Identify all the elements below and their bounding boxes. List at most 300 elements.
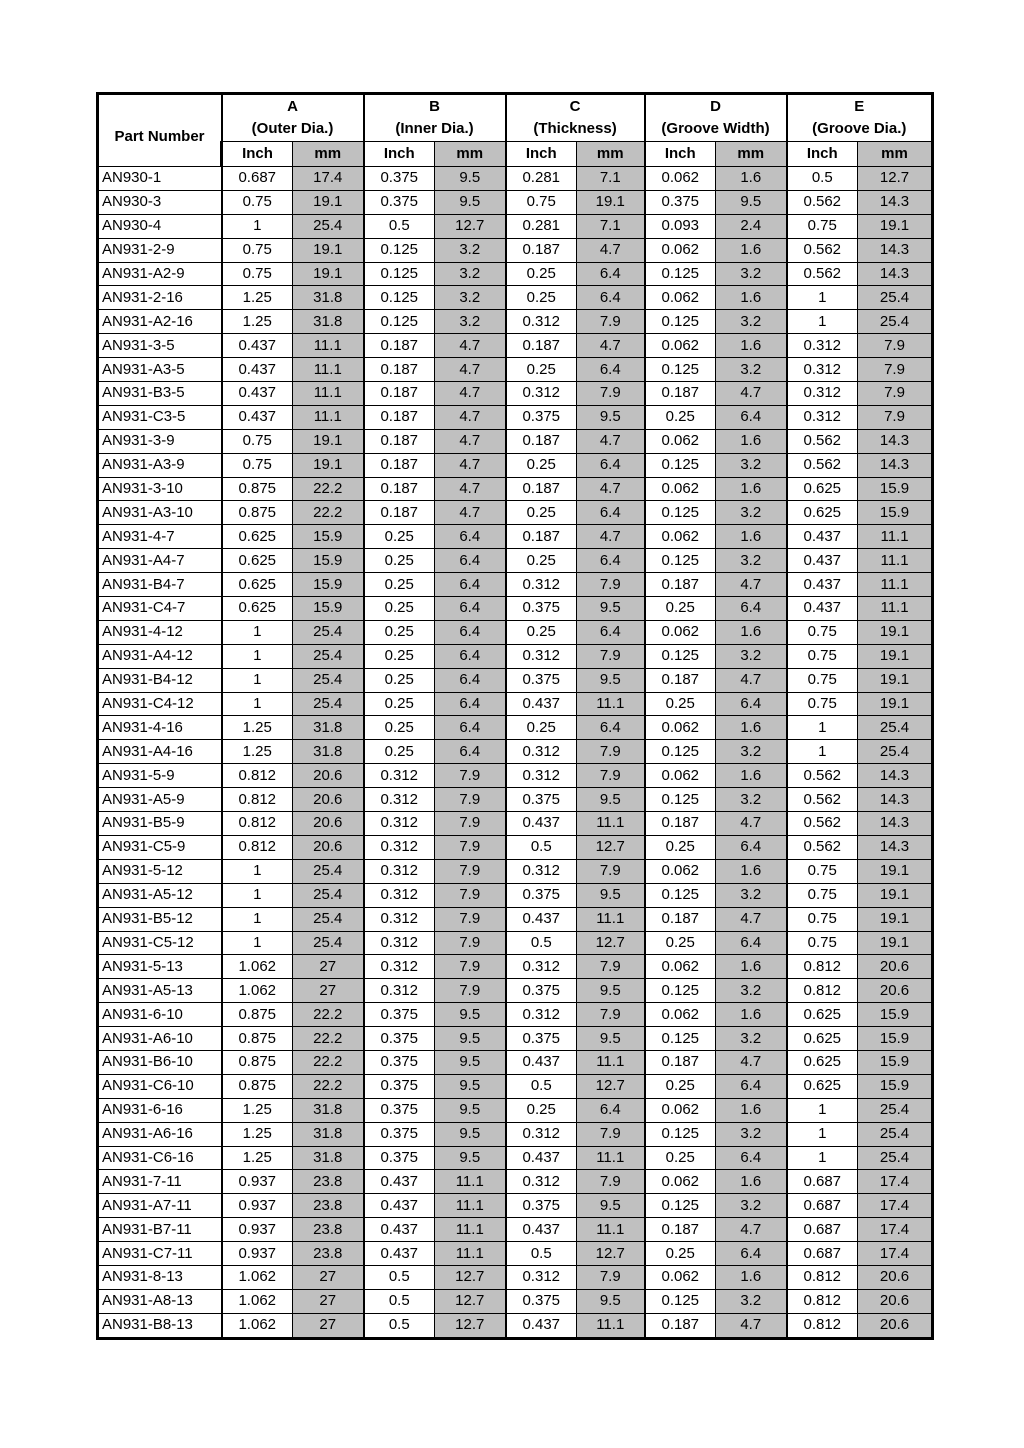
cell-part-number: AN931-A2-16	[98, 310, 222, 334]
cell-d-inch: 0.187	[645, 1313, 716, 1338]
cell-a-inch: 0.812	[222, 835, 293, 859]
cell-e-mm: 25.4	[858, 1122, 933, 1146]
cell-c-inch: 0.312	[506, 644, 577, 668]
cell-a-mm: 11.1	[293, 334, 364, 358]
cell-c-mm: 7.9	[577, 573, 645, 597]
cell-a-inch: 0.75	[222, 238, 293, 262]
cell-d-mm: 4.7	[716, 668, 787, 692]
cell-b-inch: 0.312	[364, 979, 435, 1003]
cell-b-mm: 11.1	[435, 1194, 506, 1218]
cell-e-mm: 15.9	[858, 1074, 933, 1098]
cell-b-inch: 0.25	[364, 668, 435, 692]
cell-c-inch: 0.187	[506, 334, 577, 358]
table-row	[98, 334, 933, 358]
cell-c-mm: 7.9	[577, 764, 645, 788]
cell-d-mm: 4.7	[716, 573, 787, 597]
cell-c-inch: 0.375	[506, 883, 577, 907]
cell-e-inch: 0.625	[787, 501, 858, 525]
cell-c-mm: 6.4	[577, 716, 645, 740]
cell-c-mm: 9.5	[577, 788, 645, 812]
cell-d-mm: 3.2	[716, 358, 787, 382]
cell-d-inch: 0.25	[645, 597, 716, 621]
cell-part-number: AN931-2-16	[98, 286, 222, 310]
cell-c-inch: 0.25	[506, 716, 577, 740]
unit-mm-header: mm	[858, 142, 933, 167]
cell-part-number: AN931-A3-5	[98, 358, 222, 382]
cell-part-number: AN931-C6-10	[98, 1074, 222, 1098]
cell-d-mm: 3.2	[716, 979, 787, 1003]
table-row	[98, 1170, 933, 1194]
cell-c-mm: 7.9	[577, 644, 645, 668]
cell-part-number: AN931-3-9	[98, 429, 222, 453]
cell-e-inch: 0.562	[787, 262, 858, 286]
cell-part-number: AN931-A6-10	[98, 1027, 222, 1051]
cell-d-inch: 0.125	[645, 262, 716, 286]
cell-b-mm: 9.5	[435, 167, 506, 191]
cell-b-inch: 0.25	[364, 525, 435, 549]
cell-a-inch: 1.062	[222, 1265, 293, 1289]
cell-c-mm: 6.4	[577, 620, 645, 644]
cell-d-mm: 1.6	[716, 1098, 787, 1122]
cell-d-inch: 0.187	[645, 907, 716, 931]
table-row	[98, 358, 933, 382]
cell-c-mm: 4.7	[577, 525, 645, 549]
cell-d-inch: 0.25	[645, 692, 716, 716]
cell-d-mm: 9.5	[716, 190, 787, 214]
cell-e-mm: 19.1	[858, 859, 933, 883]
cell-d-inch: 0.187	[645, 1050, 716, 1074]
cell-a-inch: 0.875	[222, 1074, 293, 1098]
cell-d-inch: 0.062	[645, 286, 716, 310]
cell-a-inch: 1.062	[222, 1313, 293, 1338]
table-row	[98, 883, 933, 907]
cell-a-mm: 19.1	[293, 238, 364, 262]
cell-part-number: AN931-8-13	[98, 1265, 222, 1289]
cell-a-inch: 0.75	[222, 453, 293, 477]
cell-a-inch: 0.875	[222, 1003, 293, 1027]
cell-d-inch: 0.125	[645, 1194, 716, 1218]
cell-e-inch: 0.562	[787, 764, 858, 788]
table-row	[98, 644, 933, 668]
cell-a-mm: 11.1	[293, 358, 364, 382]
cell-e-inch: 0.812	[787, 1313, 858, 1338]
cell-part-number: AN931-7-11	[98, 1170, 222, 1194]
table-row	[98, 740, 933, 764]
cell-c-mm: 9.5	[577, 1194, 645, 1218]
cell-b-inch: 0.187	[364, 405, 435, 429]
cell-d-inch: 0.125	[645, 883, 716, 907]
table-row	[98, 501, 933, 525]
table-row	[98, 310, 933, 334]
cell-b-inch: 0.312	[364, 955, 435, 979]
cell-c-mm: 7.9	[577, 1170, 645, 1194]
table-row	[98, 453, 933, 477]
cell-c-mm: 6.4	[577, 262, 645, 286]
cell-e-mm: 15.9	[858, 477, 933, 501]
cell-b-mm: 12.7	[435, 1289, 506, 1313]
cell-e-mm: 19.1	[858, 883, 933, 907]
cell-d-inch: 0.125	[645, 1027, 716, 1051]
group-header-row	[98, 94, 933, 142]
cell-part-number: AN931-3-5	[98, 334, 222, 358]
cell-c-mm: 7.9	[577, 1122, 645, 1146]
cell-d-mm: 1.6	[716, 955, 787, 979]
cell-a-mm: 31.8	[293, 1122, 364, 1146]
cell-d-inch: 0.062	[645, 1098, 716, 1122]
cell-e-mm: 15.9	[858, 1027, 933, 1051]
cell-a-inch: 0.937	[222, 1194, 293, 1218]
cell-a-mm: 17.4	[293, 167, 364, 191]
cell-d-mm: 6.4	[716, 405, 787, 429]
cell-a-mm: 27	[293, 1289, 364, 1313]
cell-c-mm: 12.7	[577, 931, 645, 955]
cell-a-inch: 1	[222, 214, 293, 238]
cell-a-inch: 1	[222, 859, 293, 883]
cell-e-mm: 19.1	[858, 644, 933, 668]
cell-e-inch: 1	[787, 1146, 858, 1170]
cell-b-mm: 6.4	[435, 716, 506, 740]
cell-part-number: AN931-C5-9	[98, 835, 222, 859]
table-row	[98, 859, 933, 883]
cell-part-number: AN931-4-16	[98, 716, 222, 740]
cell-d-inch: 0.125	[645, 501, 716, 525]
table-row	[98, 1218, 933, 1242]
cell-part-number: AN931-4-7	[98, 525, 222, 549]
cell-a-mm: 15.9	[293, 525, 364, 549]
cell-c-inch: 0.312	[506, 1170, 577, 1194]
cell-a-inch: 0.812	[222, 788, 293, 812]
cell-b-inch: 0.187	[364, 429, 435, 453]
cell-a-mm: 25.4	[293, 620, 364, 644]
cell-e-mm: 11.1	[858, 549, 933, 573]
cell-a-inch: 0.75	[222, 429, 293, 453]
table-row	[98, 692, 933, 716]
cell-part-number: AN931-B4-7	[98, 573, 222, 597]
cell-b-mm: 7.9	[435, 764, 506, 788]
cell-b-mm: 7.9	[435, 955, 506, 979]
cell-c-mm: 9.5	[577, 405, 645, 429]
cell-c-inch: 0.375	[506, 788, 577, 812]
cell-b-mm: 6.4	[435, 573, 506, 597]
cell-d-mm: 1.6	[716, 167, 787, 191]
cell-a-mm: 20.6	[293, 835, 364, 859]
cell-a-mm: 25.4	[293, 907, 364, 931]
cell-d-inch: 0.062	[645, 334, 716, 358]
cell-e-mm: 20.6	[858, 955, 933, 979]
cell-d-inch: 0.25	[645, 835, 716, 859]
cell-e-inch: 0.562	[787, 453, 858, 477]
group-letter: B	[429, 98, 440, 115]
cell-b-mm: 7.9	[435, 812, 506, 836]
cell-e-inch: 1	[787, 1098, 858, 1122]
cell-b-mm: 4.7	[435, 477, 506, 501]
cell-d-mm: 6.4	[716, 931, 787, 955]
cell-c-inch: 0.187	[506, 238, 577, 262]
cell-part-number: AN931-C3-5	[98, 405, 222, 429]
table-row	[98, 190, 933, 214]
cell-a-mm: 15.9	[293, 573, 364, 597]
cell-b-inch: 0.437	[364, 1194, 435, 1218]
cell-d-mm: 6.4	[716, 835, 787, 859]
cell-e-mm: 20.6	[858, 1265, 933, 1289]
cell-c-inch: 0.5	[506, 1242, 577, 1266]
cell-e-inch: 1	[787, 310, 858, 334]
cell-b-mm: 3.2	[435, 286, 506, 310]
cell-a-mm: 20.6	[293, 788, 364, 812]
cell-c-mm: 11.1	[577, 692, 645, 716]
cell-a-inch: 1	[222, 692, 293, 716]
cell-c-mm: 9.5	[577, 979, 645, 1003]
cell-b-mm: 6.4	[435, 597, 506, 621]
cell-b-mm: 6.4	[435, 692, 506, 716]
cell-e-mm: 19.1	[858, 620, 933, 644]
unit-header-row	[98, 142, 933, 167]
cell-c-inch: 0.312	[506, 955, 577, 979]
cell-e-mm: 17.4	[858, 1218, 933, 1242]
group-letter: C	[569, 98, 581, 115]
cell-d-inch: 0.062	[645, 477, 716, 501]
cell-part-number: AN931-A7-11	[98, 1194, 222, 1218]
cell-a-mm: 25.4	[293, 692, 364, 716]
cell-d-inch: 0.062	[645, 238, 716, 262]
cell-c-inch: 0.5	[506, 931, 577, 955]
cell-a-mm: 22.2	[293, 1050, 364, 1074]
cell-part-number: AN931-A2-9	[98, 262, 222, 286]
cell-e-mm: 25.4	[858, 1098, 933, 1122]
cell-b-inch: 0.312	[364, 835, 435, 859]
part-number-header: Part Number	[98, 94, 222, 167]
cell-c-mm: 7.9	[577, 382, 645, 406]
cell-a-mm: 19.1	[293, 190, 364, 214]
cell-d-mm: 1.6	[716, 716, 787, 740]
cell-b-inch: 0.187	[364, 453, 435, 477]
cell-part-number: AN931-B5-9	[98, 812, 222, 836]
table-row	[98, 382, 933, 406]
cell-c-inch: 0.437	[506, 1146, 577, 1170]
cell-b-inch: 0.187	[364, 477, 435, 501]
cell-a-mm: 22.2	[293, 1003, 364, 1027]
cell-a-inch: 1	[222, 620, 293, 644]
cell-d-mm: 1.6	[716, 238, 787, 262]
table-row	[98, 1098, 933, 1122]
cell-e-mm: 11.1	[858, 573, 933, 597]
cell-e-inch: 0.312	[787, 358, 858, 382]
cell-c-inch: 0.375	[506, 1194, 577, 1218]
cell-c-mm: 11.1	[577, 1050, 645, 1074]
cell-c-mm: 7.9	[577, 1003, 645, 1027]
cell-d-mm: 1.6	[716, 1170, 787, 1194]
cell-d-inch: 0.062	[645, 859, 716, 883]
cell-b-inch: 0.375	[364, 1146, 435, 1170]
cell-e-mm: 19.1	[858, 668, 933, 692]
cell-d-mm: 3.2	[716, 310, 787, 334]
cell-c-mm: 4.7	[577, 334, 645, 358]
cell-c-mm: 7.1	[577, 214, 645, 238]
cell-e-inch: 0.437	[787, 549, 858, 573]
cell-b-inch: 0.375	[364, 1003, 435, 1027]
cell-b-mm: 6.4	[435, 525, 506, 549]
cell-b-inch: 0.125	[364, 262, 435, 286]
cell-b-inch: 0.25	[364, 620, 435, 644]
table-row	[98, 716, 933, 740]
cell-part-number: AN931-3-10	[98, 477, 222, 501]
cell-c-inch: 0.375	[506, 1289, 577, 1313]
table-row	[98, 931, 933, 955]
group-letter: E	[854, 98, 865, 115]
table-row	[98, 788, 933, 812]
cell-e-inch: 0.562	[787, 788, 858, 812]
cell-e-mm: 15.9	[858, 1050, 933, 1074]
cell-a-inch: 1.25	[222, 1098, 293, 1122]
cell-b-inch: 0.437	[364, 1170, 435, 1194]
cell-b-mm: 7.9	[435, 835, 506, 859]
cell-c-mm: 11.1	[577, 1218, 645, 1242]
cell-b-mm: 6.4	[435, 740, 506, 764]
cell-d-mm: 1.6	[716, 477, 787, 501]
cell-part-number: AN931-A3-9	[98, 453, 222, 477]
cell-a-mm: 31.8	[293, 286, 364, 310]
cell-c-inch: 0.25	[506, 1098, 577, 1122]
cell-e-inch: 0.812	[787, 955, 858, 979]
cell-part-number: AN931-A6-16	[98, 1122, 222, 1146]
cell-b-inch: 0.5	[364, 214, 435, 238]
cell-a-mm: 19.1	[293, 429, 364, 453]
cell-d-inch: 0.187	[645, 1218, 716, 1242]
cell-b-mm: 11.1	[435, 1218, 506, 1242]
cell-b-inch: 0.187	[364, 334, 435, 358]
cell-e-mm: 14.3	[858, 238, 933, 262]
cell-d-mm: 4.7	[716, 382, 787, 406]
cell-d-mm: 3.2	[716, 883, 787, 907]
cell-a-mm: 31.8	[293, 1098, 364, 1122]
cell-e-inch: 0.562	[787, 429, 858, 453]
cell-c-inch: 0.437	[506, 1313, 577, 1338]
unit-mm-header: mm	[716, 142, 787, 167]
cell-d-inch: 0.125	[645, 979, 716, 1003]
cell-a-inch: 0.437	[222, 358, 293, 382]
cell-d-inch: 0.25	[645, 405, 716, 429]
cell-d-mm: 4.7	[716, 1218, 787, 1242]
cell-a-mm: 20.6	[293, 812, 364, 836]
cell-d-inch: 0.187	[645, 382, 716, 406]
table-row	[98, 620, 933, 644]
cell-b-inch: 0.312	[364, 931, 435, 955]
group-desc: (Groove Width)	[661, 120, 770, 137]
cell-c-inch: 0.25	[506, 501, 577, 525]
cell-b-mm: 6.4	[435, 549, 506, 573]
cell-d-inch: 0.375	[645, 190, 716, 214]
cell-e-mm: 14.3	[858, 190, 933, 214]
cell-part-number: AN931-B7-11	[98, 1218, 222, 1242]
cell-e-inch: 0.625	[787, 1074, 858, 1098]
cell-c-inch: 0.187	[506, 525, 577, 549]
cell-b-mm: 6.4	[435, 644, 506, 668]
cell-b-inch: 0.25	[364, 549, 435, 573]
cell-c-mm: 12.7	[577, 1074, 645, 1098]
cell-e-mm: 25.4	[858, 1146, 933, 1170]
cell-e-mm: 11.1	[858, 597, 933, 621]
cell-a-inch: 1.062	[222, 1289, 293, 1313]
cell-d-mm: 1.6	[716, 859, 787, 883]
unit-inch-header: Inch	[364, 142, 435, 167]
cell-d-mm: 3.2	[716, 501, 787, 525]
cell-a-inch: 1.25	[222, 716, 293, 740]
cell-c-inch: 0.437	[506, 692, 577, 716]
cell-e-inch: 0.75	[787, 931, 858, 955]
cell-d-inch: 0.062	[645, 525, 716, 549]
cell-a-inch: 0.625	[222, 597, 293, 621]
cell-e-inch: 0.687	[787, 1242, 858, 1266]
cell-b-inch: 0.25	[364, 573, 435, 597]
table-row	[98, 1050, 933, 1074]
grommet-dimensions-table	[96, 92, 934, 1340]
cell-e-inch: 0.625	[787, 1027, 858, 1051]
cell-d-inch: 0.062	[645, 955, 716, 979]
cell-b-inch: 0.5	[364, 1265, 435, 1289]
cell-c-mm: 7.9	[577, 740, 645, 764]
unit-inch-header: Inch	[645, 142, 716, 167]
cell-c-inch: 0.187	[506, 477, 577, 501]
cell-a-mm: 22.2	[293, 1027, 364, 1051]
cell-c-inch: 0.312	[506, 1265, 577, 1289]
cell-d-mm: 1.6	[716, 429, 787, 453]
unit-inch-header: Inch	[787, 142, 858, 167]
table-row	[98, 167, 933, 191]
cell-b-mm: 4.7	[435, 358, 506, 382]
cell-a-inch: 0.625	[222, 573, 293, 597]
cell-b-inch: 0.375	[364, 1050, 435, 1074]
cell-a-inch: 0.75	[222, 262, 293, 286]
cell-c-mm: 6.4	[577, 286, 645, 310]
cell-a-mm: 27	[293, 1265, 364, 1289]
cell-a-mm: 27	[293, 979, 364, 1003]
cell-b-inch: 0.5	[364, 1289, 435, 1313]
group-desc: (Outer Dia.)	[251, 120, 334, 137]
cell-e-mm: 17.4	[858, 1194, 933, 1218]
cell-d-mm: 3.2	[716, 740, 787, 764]
cell-c-mm: 11.1	[577, 1313, 645, 1338]
table-row	[98, 549, 933, 573]
table-row	[98, 907, 933, 931]
cell-e-mm: 7.9	[858, 358, 933, 382]
cell-e-inch: 0.75	[787, 859, 858, 883]
cell-d-inch: 0.062	[645, 167, 716, 191]
cell-a-inch: 0.437	[222, 334, 293, 358]
group-letter: A	[287, 98, 298, 115]
cell-d-inch: 0.187	[645, 668, 716, 692]
table-row	[98, 1265, 933, 1289]
cell-c-inch: 0.312	[506, 764, 577, 788]
cell-c-mm: 6.4	[577, 358, 645, 382]
cell-part-number: AN931-C4-12	[98, 692, 222, 716]
cell-c-mm: 19.1	[577, 190, 645, 214]
cell-b-inch: 0.25	[364, 644, 435, 668]
cell-a-mm: 11.1	[293, 382, 364, 406]
cell-a-mm: 23.8	[293, 1194, 364, 1218]
cell-c-mm: 4.7	[577, 477, 645, 501]
cell-a-inch: 1.25	[222, 286, 293, 310]
table-row	[98, 573, 933, 597]
cell-c-inch: 0.437	[506, 907, 577, 931]
table-row	[98, 955, 933, 979]
table-row	[98, 1242, 933, 1266]
cell-a-inch: 0.875	[222, 1050, 293, 1074]
table-row	[98, 1194, 933, 1218]
cell-b-mm: 12.7	[435, 214, 506, 238]
cell-e-mm: 7.9	[858, 382, 933, 406]
table-row	[98, 238, 933, 262]
cell-e-mm: 19.1	[858, 214, 933, 238]
